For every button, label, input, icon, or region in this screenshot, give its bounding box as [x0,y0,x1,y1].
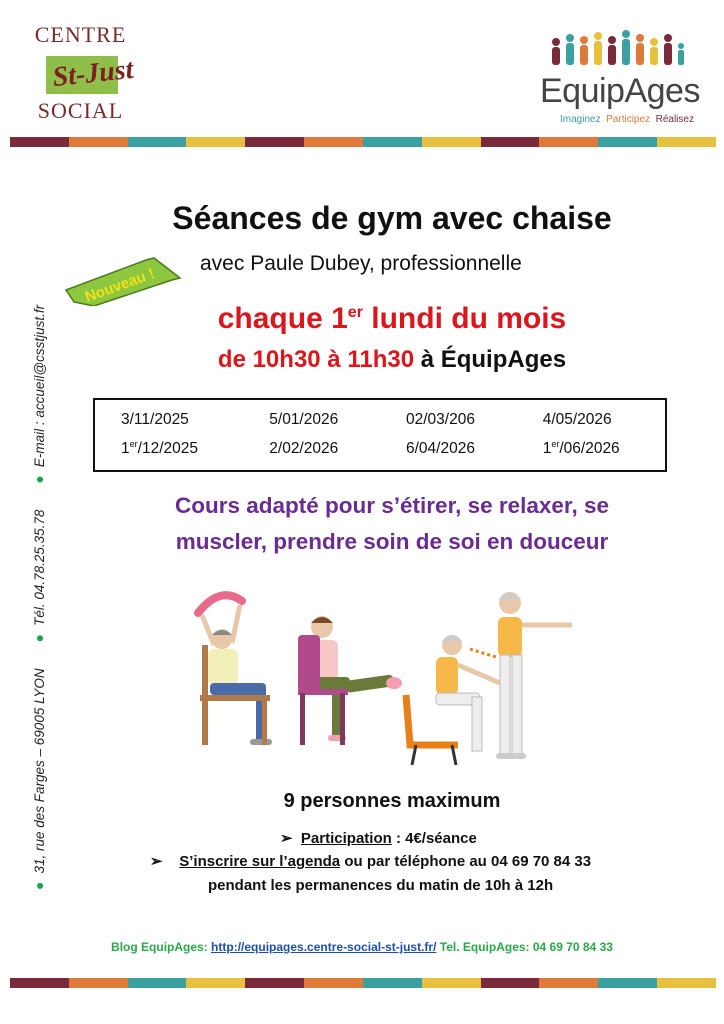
bullet-dot-icon: ● [31,881,47,890]
bottom-color-stripe [10,978,716,988]
exercise-stretch-figure [198,595,272,745]
max-participants: 9 personnes maximum [283,790,501,812]
chair-gym-illustration [180,585,580,770]
date-cell: 1er/06/2026 [542,439,620,458]
arrow-bullet-icon: ➢ [150,853,163,870]
table-row [95,434,665,463]
contact-tel: Tél. 04.78.25.35.78 [31,509,47,626]
bullet-registration: ➢ S’inscrire sur l’agenda ou par téléphone au 04 69 70 84 33 [150,853,592,870]
arrow-bullet-icon: ➢ [280,830,293,847]
bullet-dot-icon: ● [31,475,47,484]
dates-table [95,406,665,463]
footer-phone: 04 69 70 84 33 [532,940,613,954]
equipages-logo [530,28,710,128]
date-cell: 02/03/206 [405,411,475,428]
schedule-time: de 10h30 à 11h30 à ÉquipAges [217,346,567,373]
date-cell: 3/11/2025 [121,411,189,428]
bullet-dot-icon: ● [31,633,47,643]
bullet-hours: pendant les permanences du matin de 10h à 12h [208,877,554,894]
equipages-tagline: Imaginez Participez Réalisez [560,114,694,125]
contact-email: E-mail : accueil@csstjust.fr [31,304,47,468]
centre-social-logo [28,18,138,122]
contact-address: 31, rue des Farges – 69005 LYON [31,668,47,874]
nouveau-text: Nouveau ! [82,265,157,306]
top-color-stripe [10,137,716,147]
date-cell: 1er/12/2025 [121,439,198,458]
nouveau-badge [64,256,182,306]
logo-social-text: SOCIAL [37,98,124,123]
equipages-name: EquipAges [540,72,700,110]
logo-st-just-text: St-Just [51,53,135,94]
course-description: Cours adapté pour s’étirer, se relaxer, se muscler, prendre soin de soi en douceur [175,493,609,554]
people-silhouettes-icon [548,28,688,72]
date-cell: 6/04/2026 [405,439,475,457]
table-row [95,406,665,434]
logo-centre-text: CENTRE [34,22,127,47]
date-cell: 4/05/2026 [542,411,612,428]
contact-vertical [24,170,54,890]
footer: Blog EquipAges: http://equipages.centre-social-st-just.fr/ Tel. EquipAges: 04 69 70 84 33 [111,940,613,954]
exercise-arms-figure [406,592,572,765]
date-cell: 2/02/2026 [269,439,339,457]
bullet-participation: ➢ Participation : 4€/séance [280,830,477,847]
page-title: Séances de gym avec chaise [172,200,612,236]
subtitle: avec Paule Dubey, professionnelle [200,252,522,275]
blog-link[interactable]: http://equipages.centre-social-st-just.fr/ [211,940,437,954]
schedule-frequency: chaque 1er lundi du mois [217,302,567,335]
dates-box [93,398,667,472]
date-cell: 5/01/2026 [269,411,339,428]
exercise-leg-figure [298,616,402,745]
agenda-link[interactable]: S’inscrire sur l’agenda [179,853,341,870]
